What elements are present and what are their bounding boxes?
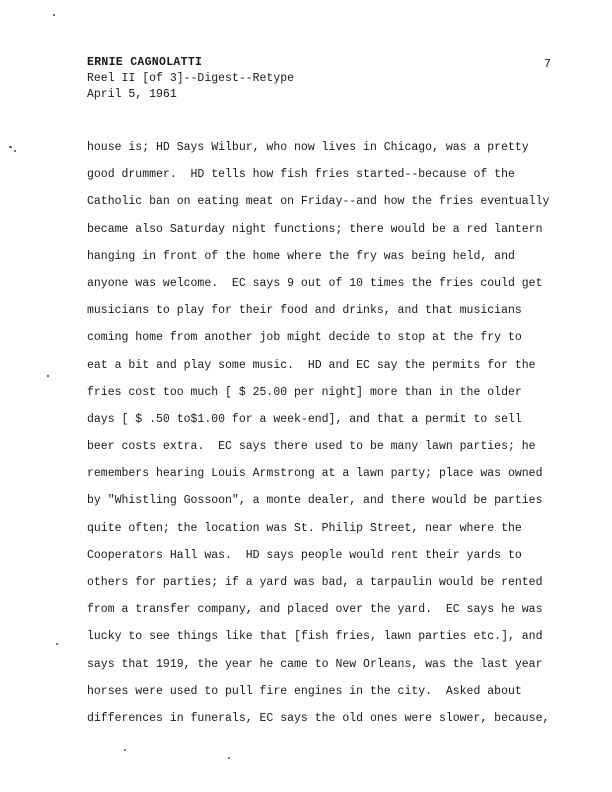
transcript-line: became also Saturday night functions; there would be a red lantern [87, 222, 543, 236]
transcript-line: from a transfer company, and placed over the yard. EC says he was [87, 603, 543, 617]
scan-speck [14, 150, 16, 152]
transcript-line: quite often; the location was St. Philip Street, near where the [87, 521, 522, 535]
transcript-line: horses were used to pull fire engines in the city. Asked about [87, 684, 522, 698]
scan-speck [56, 643, 58, 645]
transcript-line: lucky to see things like that [fish fries, lawn parties etc.], and [87, 630, 543, 644]
document-header [87, 55, 294, 103]
transcript-line: Catholic ban on eating meat on Friday--and how the fries eventually [87, 195, 550, 209]
transcript-line: musicians to play for their food and drinks, and that musicians [87, 304, 522, 318]
interviewee-name: ERNIE CAGNOLATTI [87, 56, 203, 69]
interview-date: April 5, 1961 [87, 88, 177, 101]
page-number: 7 [544, 58, 551, 71]
transcript-line: anyone was welcome. EC says 9 out of 10 times the fries could get [87, 276, 543, 290]
transcript-line: beer costs extra. EC says there used to be many lawn parties; he [87, 440, 536, 454]
transcript-line: Cooperators Hall was. HD says people would rent their yards to [87, 548, 522, 562]
scan-speck [9, 146, 12, 148]
transcript-body [87, 140, 587, 738]
transcript-line: says that 1919, the year he came to New Orleans, was the last year [87, 657, 543, 671]
transcript-line: differences in funerals, EC says the old ones were slower, because, [87, 711, 550, 725]
transcript-line: fries cost too much [ $ 25.00 per night] more than in the older [87, 385, 522, 399]
transcript-line: coming home from another job might decide to stop at the fry to [87, 331, 522, 345]
transcript-line: others for parties; if a yard was bad, a tarpaulin would be rented [87, 576, 543, 589]
transcript-line: house is; HD Says Wilbur, who now lives in Chicago, was a pretty [87, 141, 529, 154]
transcript-line: hanging in front of the home where the fry was being held, and [87, 249, 515, 263]
scan-speck [228, 757, 230, 759]
scan-speck [53, 14, 55, 16]
transcript-line: by "Whistling Gossoon", a monte dealer, and there would be parties [87, 494, 543, 508]
transcript-line: remembers hearing Louis Armstrong at a lawn party; place was owned [87, 467, 543, 481]
scan-speck [124, 749, 126, 751]
scan-speck [47, 375, 49, 377]
reel-info: Reel II [of 3]--Digest--Retype [87, 72, 295, 85]
transcript-line: days [ $ .50 to$1.00 for a week-end], and that a permit to sell [87, 412, 522, 426]
transcript-line: good drummer. HD tells how fish fries started--because of the [87, 168, 515, 182]
transcript-line: eat a bit and play some music. HD and EC say the permits for the [87, 358, 536, 372]
